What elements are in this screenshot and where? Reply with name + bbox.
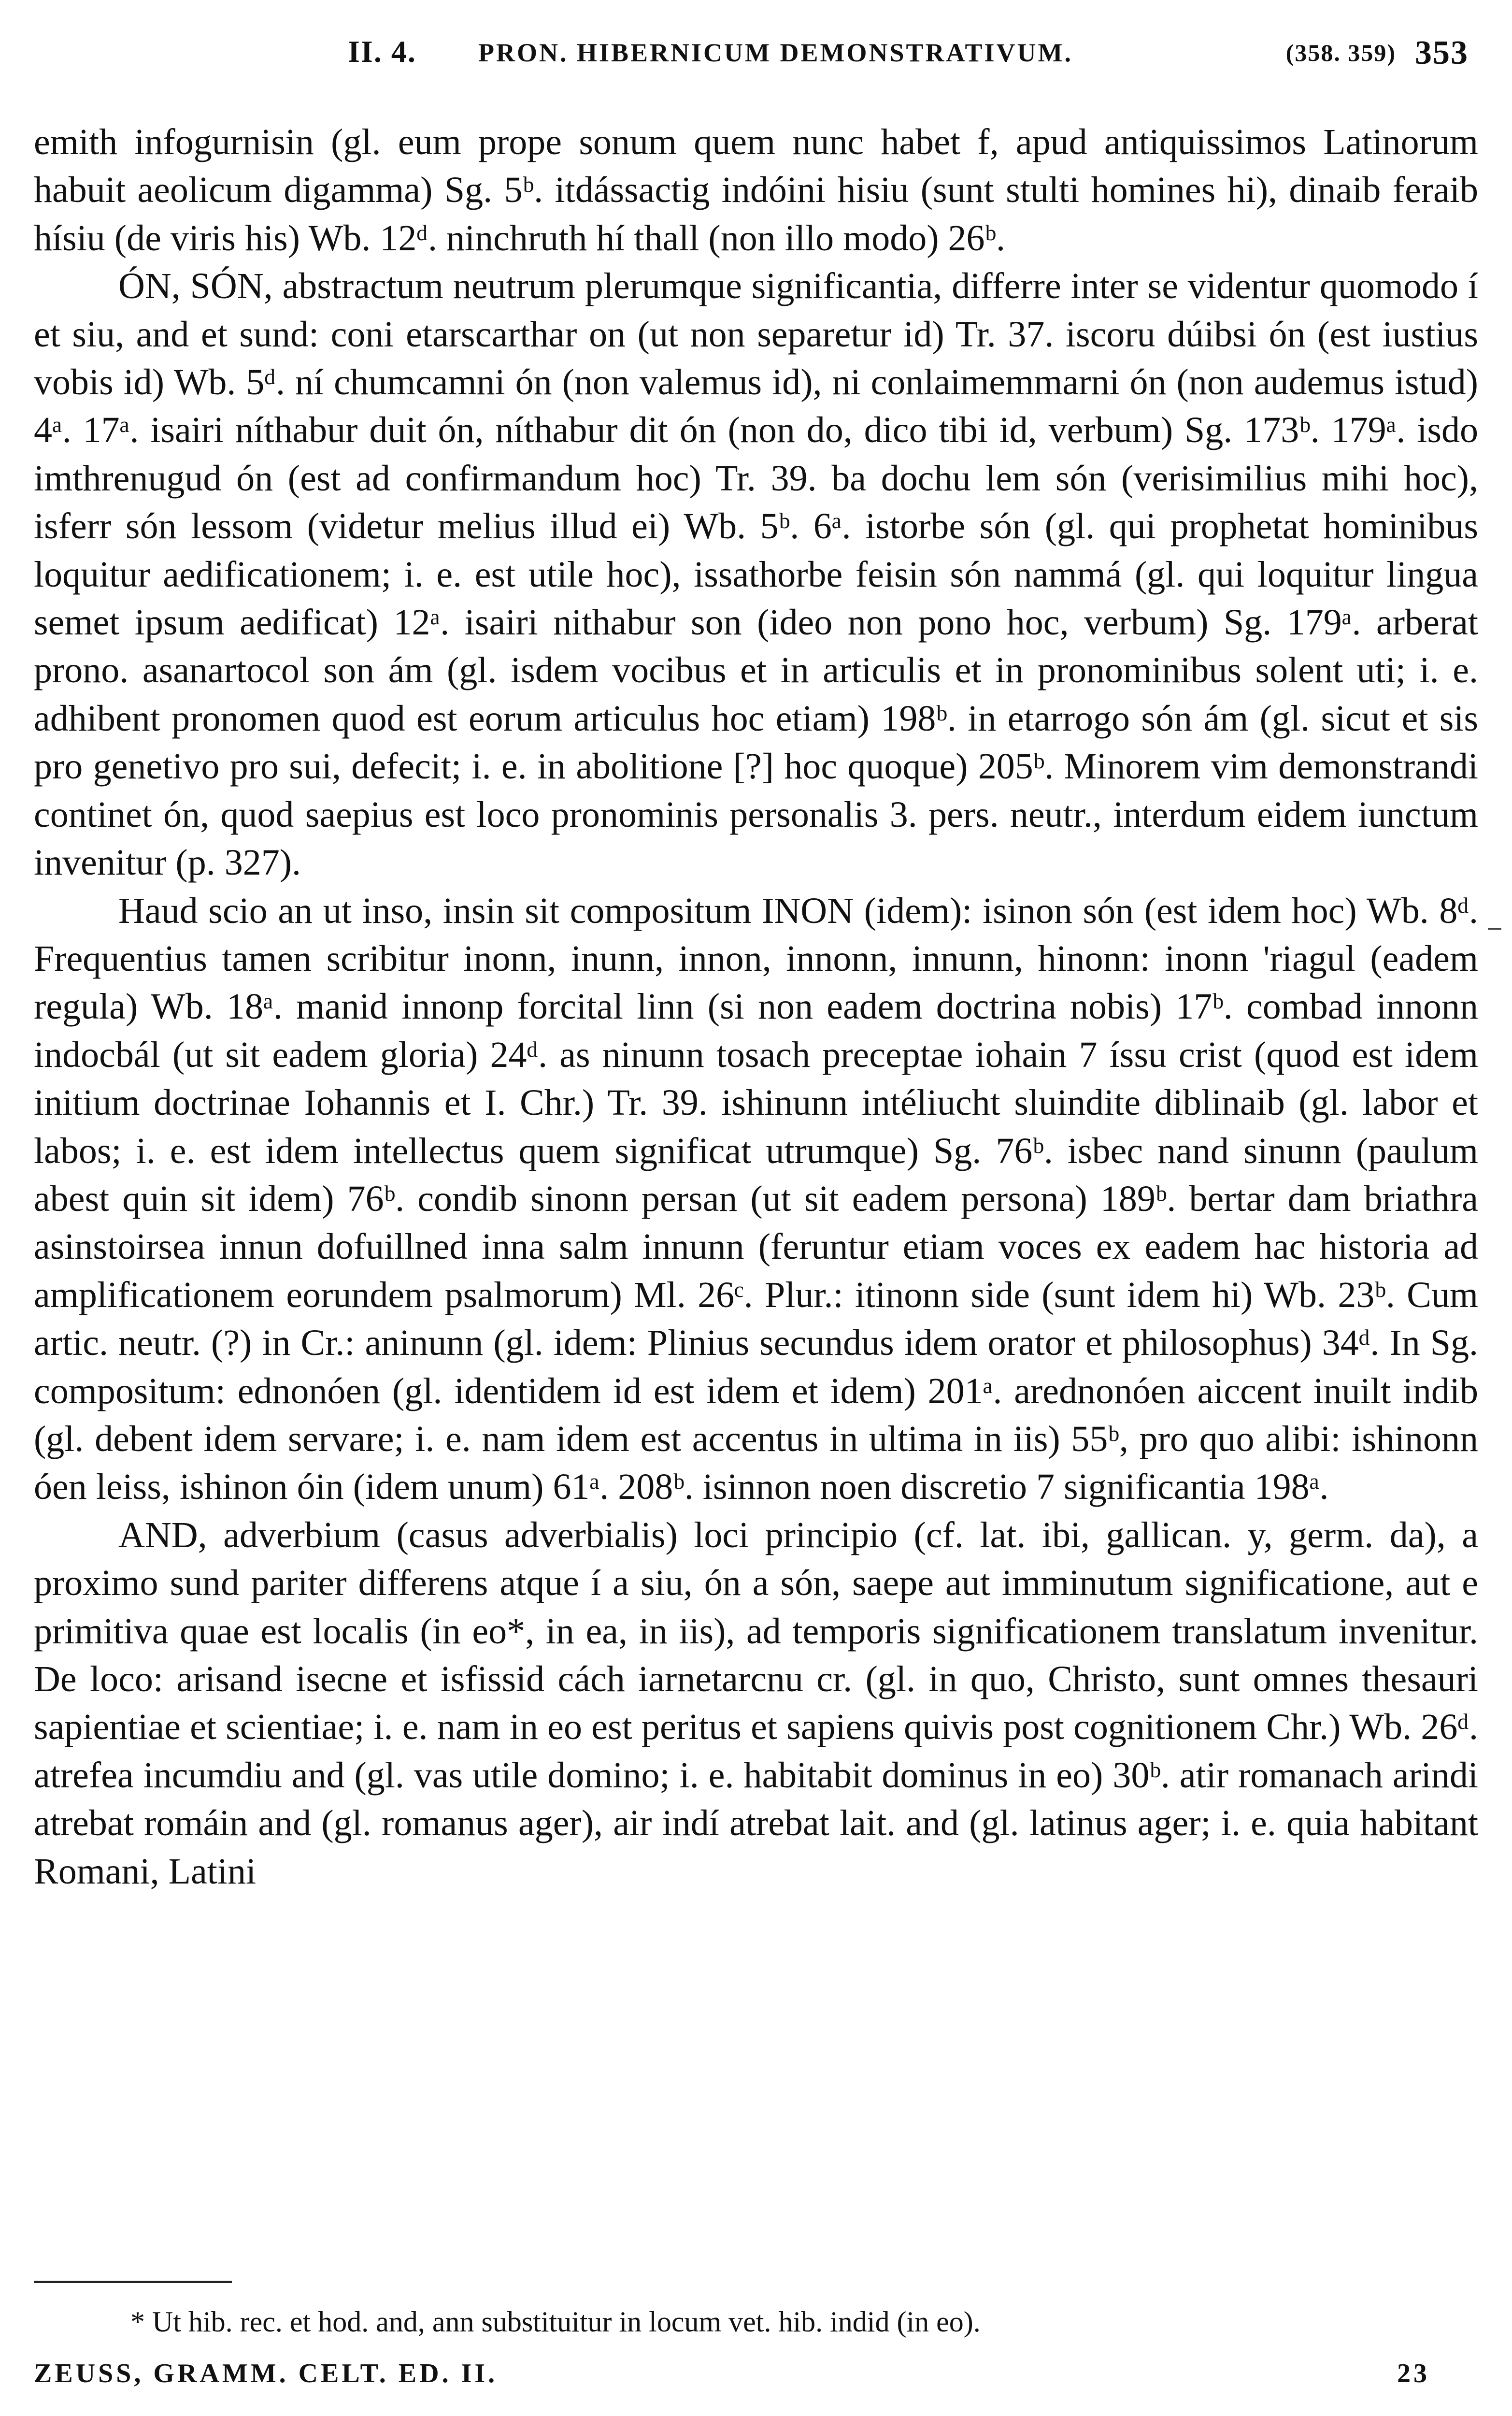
- section-label: II. 4.: [348, 34, 416, 69]
- paragraph-1: emith infogurnisin (gl. eum prope sonum quem nunc habet f, apud antiquissimos Latinorum habuit aeolicum digamma) Sg. 5ᵇ. itdássactig indóini hisiu (sunt stulti homines hi), dinaib feraib hísiu (de viris his) Wb. 12ᵈ. ninchruth hí thall (non illo modo) 26ᵇ.: [34, 122, 1478, 259]
- paragraph-references: (358. 359): [1285, 39, 1396, 66]
- margin-mark: [1488, 928, 1501, 930]
- paragraph-4: AND, adverbium (casus adverbialis) loci principio (cf. lat. ibi, gallican. y, germ. da), a proximo sund pariter differens atque í a siu, ón a són, saepe aut imminutum significatione, aut e primitiva quae est localis (in eo*, in ea, in iis), ad temporis significationem translatum invenitur. De loco: arisand isecne et isfissid cách iarnetarcnu cr. (gl. in quo, Christo, sunt omnes thesauri sapientiae et scientiae; i. e. nam in eo est peritus et sapiens quivis post cognitionem Chr.) Wb. 26ᵈ. atrefea incumdiu and (gl. vas utile domino; i. e. habitabit dominus in eo) 30ᵇ. atir romanach arindi atrebat romáin and (gl. romanus ager), air indí atrebat lait. and (gl. latinus ager; i. e. quia habitant Romani, Latini: [34, 1514, 1478, 1892]
- page-number: 353: [1415, 34, 1469, 72]
- paragraph-3: Haud scio an ut inso, insin sit compositum INON (idem): isinon són (est idem hoc) Wb. 8ᵈ. Frequentius tamen scribitur inonn, inunn, innon, innonn, innunn, hinonn: inonn 'riagul (eadem regula) Wb. 18ᵃ. manid innonp forcital linn (si non eadem doctrina nobis) 17ᵇ. combad innonn indocbál (ut sit eadem gloria) 24ᵈ. as ninunn tosach preceptae iohain 7 íssu crist (quod est idem initium doctrinae Iohannis et I. Chr.) Tr. 39. ishinunn intéliucht sluindite diblinaib (gl. labor et labos; i. e. est idem intellectus quem significat utrumque) Sg. 76ᵇ. isbec nand sinunn (paulum abest quin sit idem) 76ᵇ. condib sinonn persan (ut sit eadem persona) 189ᵇ. bertar dam briathra asinstoirsea innun dofuillned inna salm innunn (feruntur etiam voces ex eadem hac historia ad amplificationem eorundem psalmorum) Ml. 26ᶜ. Plur.: itinonn side (sunt idem hi) Wb. 23ᵇ. Cum artic. neutr. (?) in Cr.: aninunn (gl. idem: Plinius secundus idem orator et philosophus) 34ᵈ. In Sg. compositum: ednonóen (gl. identidem id est idem et idem) 201ᵃ. arednonóen aiccent inuilt indib (gl. debent idem servare; i. e. nam idem est accentus in ultima in iis) 55ᵇ, pro quo alibi: ishinonn óen leiss, ishinon óin (idem unum) 61ᵃ. 208ᵇ. isinnon noen discretio 7 significantia 198ᵃ.: [34, 890, 1478, 1508]
- signature-line: [34, 2358, 1483, 2402]
- header-title: PRON. HIBERNICUM DEMONSTRATIVUM.: [478, 38, 1073, 67]
- signature-text: ZEUSS, GRAMM. CELT. ED. II.: [34, 2358, 498, 2388]
- footnote-divider: [34, 2281, 232, 2283]
- main-text: [34, 118, 1478, 1896]
- footnote: * Ut hib. rec. et hod. and, ann substituitur in locum vet. hib. indid (in eo).: [130, 2306, 981, 2338]
- paragraph-2: ÓN, SÓN, abstractum neutrum plerumque significantia, differre inter se videntur quomodo í et siu, and et sund: coni etarscarthar on (ut non separetur id) Tr. 37. iscoru dúibsi ón (est iustius vobis id) Wb. 5ᵈ. ní chumcamni ón (non valemus id), ni conlaimemmarni ón (non audemus istud) 4ᵃ. 17ᵃ. isairi níthabur duit ón, níthabur dit ón (non do, dico tibi id, verbum) Sg. 173ᵇ. 179ᵃ. isdo imthrenugud ón (est ad confirmandum hoc) Tr. 39. ba dochu lem són (verisimilius mihi hoc), isferr són lessom (videtur melius illud ei) Wb. 5ᵇ. 6ᵃ. istorbe són (gl. qui prophetat hominibus loquitur aedificationem; i. e. est utile hoc), issathorbe feisin són nammá (gl. qui loquitur lingua semet ipsum aedificat) 12ᵃ. isairi nithabur son (ideo non pono hoc, verbum) Sg. 179ᵃ. arberat prono. asanartocol son ám (gl. isdem vocibus et in articulis et in pronominibus solent uti; i. e. adhibent pronomen quod est eorum articulus hoc etiam) 198ᵇ. in etarrogo són ám (gl. sicut et sis pro genetivo pro sui, defecit; i. e. in abolitione [?] hoc quoque) 205ᵇ. Minorem vim demonstrandi continet ón, quod saepius est loco pronominis personalis 3. pers. neutr., interdum eidem iunctum invenitur (p. 327).: [34, 266, 1478, 883]
- signature-number: 23: [1397, 2358, 1430, 2388]
- running-header: [39, 34, 1469, 87]
